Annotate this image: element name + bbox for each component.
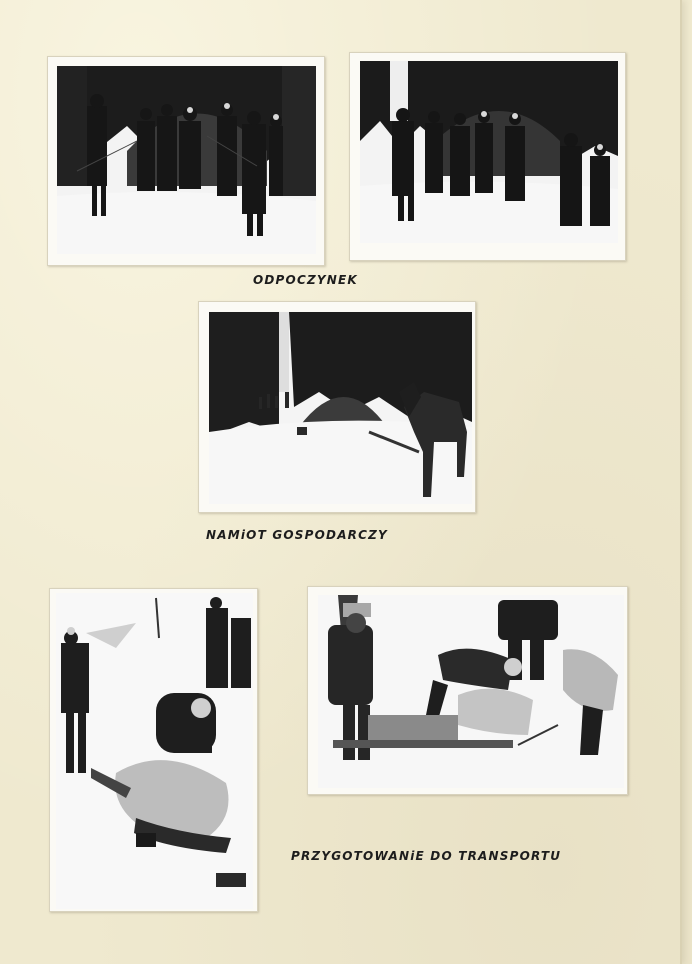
photo-rescue-on-snow (56, 593, 253, 909)
photo-mount-5 (307, 586, 628, 795)
caption-tent: NAMiOT GOSPODARCZY (206, 528, 388, 542)
photo-group-by-tent-right (360, 61, 618, 243)
photo-tent-and-horse (209, 312, 472, 504)
photo-mount-2 (349, 52, 626, 261)
caption-rest: ODPOCZYNEK (253, 273, 358, 287)
photo-rescuers-preparing-sled (318, 595, 624, 788)
photo-mount-1 (47, 56, 325, 266)
photo-mount-3 (198, 301, 476, 513)
photo-group-by-tent-left (57, 66, 316, 254)
caption-transport: PRZYGOTOWANiE DO TRANSPORTU (291, 849, 562, 863)
photo-mount-4 (49, 588, 258, 912)
